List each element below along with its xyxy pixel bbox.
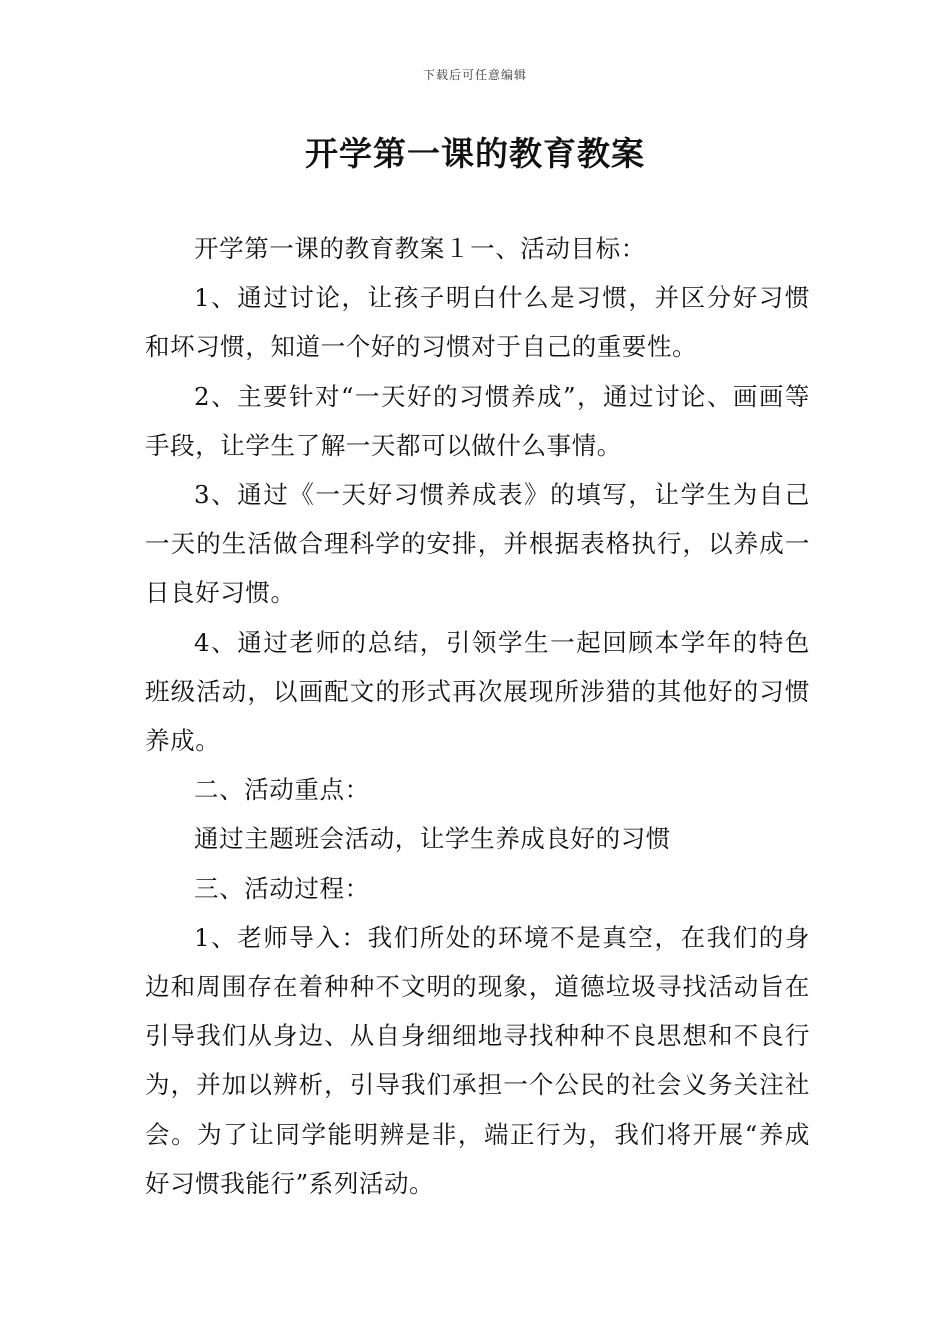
header-note: 下载后可任意编辑 xyxy=(422,68,527,82)
paragraph-process-1: 1、老师导入：我们所处的环境不是真空，在我们的身边和周围存在着种种不文明的现象，道德垃圾寻找活动旨在引导我们从身边、从自身细细地寻找种种不良思想和不良行为，并加以辨析，引导我们承担一个公民的社会义务关注社会。为了让同学能明辨是非，端正行为，我们将开展“养成好习惯我能行”系列活动。 xyxy=(145,922,810,1198)
paragraph-goal-3: 3、通过《一天好习惯养成表》的填写，让学生为自己一天的生活做合理科学的安排，并根据表格执行，以养成一日良好习惯。 xyxy=(145,480,810,608)
paragraph-goal-4: 4、通过老师的总结，引领学生一起回顾本学年的特色班级活动，以画配文的形式再次展现所涉猎的其他好的习惯养成。 xyxy=(145,627,810,756)
document-body xyxy=(145,224,810,1208)
paragraph-key-points: 通过主题班会活动，让学生养成良好的习惯 xyxy=(194,824,671,854)
paragraph-goal-1: 1、通过讨论，让孩子明白什么是习惯，并区分好习惯和坏习惯，知道一个好的习惯对于自己的重要性。 xyxy=(145,283,810,362)
document-title: 开学第一课的教育教案 xyxy=(305,134,645,173)
paragraph-process-heading: 三、活动过程： xyxy=(194,873,370,903)
paragraph-activity-goals-heading: 开学第一课的教育教案１一、活动目标： xyxy=(194,234,646,263)
paragraph-key-points-heading: 二、活动重点： xyxy=(194,775,370,805)
paragraph-goal-2: 2、主要针对“一天好的习惯养成”，通过讨论、画画等手段，让学生了解一天都可以做什么事情。 xyxy=(145,381,810,460)
